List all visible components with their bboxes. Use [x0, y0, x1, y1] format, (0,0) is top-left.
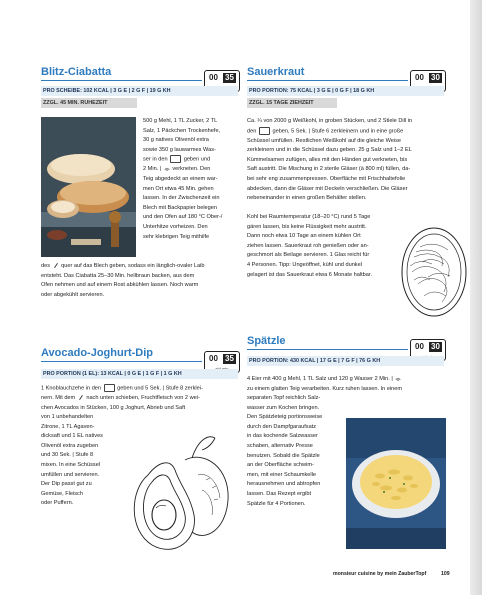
text-span: nach unten schieben, Fruchtfleisch von 2 wei- — [86, 395, 200, 402]
text-line: Dann noch etwa 10 Tage an einem kühlen Ort — [247, 233, 361, 240]
timer-hours: 00 — [415, 73, 424, 82]
text-line: lassen. In der Zwischenzeit ein — [143, 195, 220, 202]
title-rule — [41, 80, 202, 81]
text-line — [143, 165, 238, 175]
page-number: 109 — [441, 571, 450, 577]
text-span: quer auf das Blech geben, sodass ein länglich-ovaler Laib — [61, 263, 205, 269]
text-line: Blech mit Backpapier belegen — [143, 204, 218, 211]
text-line — [143, 155, 238, 165]
sauerkraut-illustration — [398, 222, 470, 322]
timer-minutes: 30 — [429, 342, 442, 352]
nutrition-bar-ciabatta: PRO SCHEIBE: 102 KCAL | 3 G E | 2 G F | 19 G KH — [41, 86, 238, 96]
spaetzle-text-narrow — [247, 394, 347, 509]
steep-time-bar: ZZGL. 15 TAGE ZIEHZEIT — [247, 98, 337, 108]
spatula-icon — [78, 394, 84, 401]
text-span: geben und 5 Sek. | Stufe 8 zerklei- — [117, 385, 203, 392]
text-line: benutzen. Sobald die Spätzle — [247, 452, 320, 459]
mixing-bowl-icon — [170, 155, 181, 163]
text-line: Spätzle für 4 Portionen. — [247, 500, 306, 507]
text-span: des — [41, 263, 51, 269]
dip-text-narrow — [41, 413, 131, 509]
text-span: verkneten. Den — [172, 166, 211, 173]
text-span: geben, 5 Sek. | Stufe 6 zerkleinern und in eine große — [272, 128, 404, 135]
text-line: oder Puffern. — [41, 500, 74, 507]
text-line: Ca. ¼ von 2000 g Weißkohl, in groben Stücken, und 2 Stiele Dill in — [247, 118, 413, 124]
text-line: herausnehmen und abtropfen — [247, 481, 321, 488]
recipe-title-sauerkraut: Sauerkraut — [247, 66, 305, 78]
text-line: nebeneinander in einen großen Behälter stellen. — [247, 195, 367, 202]
mixing-bowl-icon — [104, 384, 115, 392]
dip-text-full — [41, 384, 241, 413]
text-span: den — [247, 128, 257, 135]
text-line: Unterhitze vorheizen. Den — [143, 224, 208, 231]
text-line: men, mit einer Schaumkelle — [247, 471, 317, 478]
ciabatta-text-full — [41, 262, 241, 300]
text-line: chen Avocados in Stücken, 100 g Joghurt, Abrieb und Saft — [41, 404, 186, 411]
nutrition-bar-spaetzle: PRO PORTION: 430 KCAL | 17 G E | 7 G F | 76 G KH — [247, 356, 444, 366]
title-rule — [247, 80, 408, 81]
text-line: gären lassen, bis keine Flüssigkeit mehr austritt. — [247, 223, 367, 230]
text-line: gelagert ist das Sauerkraut etwa 6 Monate haltbar. — [247, 271, 373, 278]
text-line: zerkleinern und in die Schüssel dazu geben. 25 g Salz und 1–2 EL — [247, 147, 412, 154]
text-line: men Ort etwa 45 Min. gehen — [143, 185, 214, 192]
text-line: sehr klebrigen Teig mithilfe — [143, 233, 210, 240]
text-line: umfüllen und servieren. — [41, 471, 100, 478]
sauerkraut-text-narrow — [247, 213, 397, 280]
text-line: ziehen lassen. Sauerkraut roh genießen oder an- — [247, 242, 369, 249]
text-line: Schüssel umfüllen. Restlichen Weißkohl auf die gleiche Weise — [247, 137, 402, 144]
text-line: Kohl bei Raumtemperatur (18–20 °C) rund 5 Tage — [247, 214, 371, 220]
text-line — [247, 127, 447, 137]
text-line: abdecken, dann die Gläser mit Deckeln verschließen. Die Gläser — [247, 185, 408, 192]
text-line: Saft austritt. Die Mischung in 2 sterile Gläser (à 800 ml) füllen, da- — [247, 166, 411, 173]
timer-minutes: 35 — [223, 73, 236, 83]
recipe-title-spaetzle: Spätzle — [247, 335, 286, 347]
title-rule — [41, 361, 202, 362]
rest-time-bar: ZZGL. 45 MIN. RUHEZEIT — [41, 98, 137, 108]
text-line: oder abgekühlt servieren. — [41, 291, 105, 298]
dough-mode-icon — [395, 375, 401, 382]
timer-minutes: 35 — [223, 354, 236, 364]
text-span: 4 Eier mit 400 g Mehl, 1 TL Salz und 120 g Wasser 2 Min. | — [247, 376, 393, 382]
spaetzle-photo — [346, 418, 446, 549]
text-line: Kümmelsamen zufügen, alles mit den Händen gut verkneten, bis — [247, 156, 408, 163]
text-line: entsteht. Das Ciabatta 25–30 Min. hellbraun backen, aus dem — [41, 272, 195, 279]
text-line: Der Dip passt gut zu — [41, 481, 92, 488]
text-span: geben und — [183, 156, 211, 163]
sauerkraut-text-full — [247, 117, 447, 204]
text-line: bei sehr eng zusammenpressen. Oberfläche mit Frischhaltefolie — [247, 176, 406, 183]
avocado-illustration — [120, 420, 240, 560]
title-rule — [247, 349, 408, 350]
text-line: schaben, alternativ Presse — [247, 442, 313, 449]
text-line: und 30 Sek. | Stufe 8 — [41, 452, 94, 459]
timer-minutes: 30 — [429, 73, 442, 83]
text-line: und den Ofen auf 180 °C Ober-/ — [143, 214, 223, 221]
nutrition-bar-dip: PRO PORTION (1 EL): 13 KCAL | 0 G E | 1 G F | 1 G KH — [41, 369, 238, 379]
text-line: dicksaft und 1 EL natives — [41, 433, 103, 440]
text-line: von 1 unbehandelten — [41, 414, 94, 420]
spatula-icon — [53, 262, 59, 269]
text-line: Gemüse, Fleisch — [41, 490, 83, 497]
text-span: 1 Knoblauchzehe in den — [41, 385, 102, 392]
text-line: geschmort als Beilage servieren. 1 Glas reicht für — [247, 252, 370, 259]
text-line: Olivenöl extra zugeben — [41, 442, 99, 449]
text-line: sowie 350 g lauwarmes Was- — [143, 146, 216, 153]
recipe-title-ciabatta: Blitz-Ciabatta — [41, 66, 112, 78]
text-line — [247, 375, 452, 385]
text-line — [41, 262, 241, 272]
text-line: Den Spätzleteig portionsweise — [247, 414, 323, 421]
text-line: Salz, 1 Päckchen Trockenhefe, — [143, 127, 221, 134]
text-line: Teig abgedeckt an einem war- — [143, 176, 218, 183]
footer-brand: monsieur cuisine by mein ZauberTopf — [333, 571, 427, 577]
recipe-title-dip: Avocado-Joghurt-Dip — [41, 347, 154, 359]
text-line: Zitrone, 1 TL Agaven- — [41, 423, 95, 430]
text-line: zu einem glatten Teig verarbeiten. Kurz ruhen lassen. In einem — [247, 385, 403, 392]
text-line: lassen. Das Rezept ergibt — [247, 490, 312, 497]
text-line: in das kochende Salzwasser — [247, 433, 318, 440]
text-line — [41, 384, 241, 394]
text-line: 30 g natives Olivenöl extra — [143, 137, 209, 144]
ciabatta-text-narrow — [143, 117, 238, 242]
nutrition-bar-sauerkraut: PRO PORTION: 75 KCAL | 3 G E | 0 G F | 18 G KH — [247, 86, 444, 96]
text-span: nern. Mit dem — [41, 395, 76, 402]
text-line: an der Oberfläche schwim- — [247, 462, 314, 469]
text-line: wasser zum Kochen bringen. — [247, 404, 320, 411]
timer-hours: 00 — [415, 342, 424, 351]
page-edge — [470, 0, 482, 595]
text-span: ser in den — [143, 156, 168, 163]
text-span: 2 Min. | — [143, 166, 162, 173]
text-line — [41, 394, 241, 404]
timer-hours: 00 — [209, 73, 218, 82]
text-line: 500 g Mehl, 1 TL Zucker, 2 TL — [143, 118, 218, 124]
timer-hours: 00 — [209, 354, 218, 363]
spaetzle-text-full — [247, 375, 452, 394]
ciabatta-photo — [41, 117, 136, 257]
mixing-bowl-icon — [259, 127, 270, 135]
text-line: separaten Topf reichlich Salz- — [247, 395, 321, 401]
text-line: Ofen nehmen und auf einem Rost abkühlen lassen. Noch warm — [41, 282, 199, 289]
text-line: durch den Dampfgaraufsatz — [247, 423, 317, 430]
text-line: 4 Personen. Tipp: Ungeöffnet, kühl und dunkel — [247, 261, 362, 268]
dough-mode-icon — [164, 165, 170, 172]
text-line: mixen. In eine Schüssel — [41, 461, 101, 468]
